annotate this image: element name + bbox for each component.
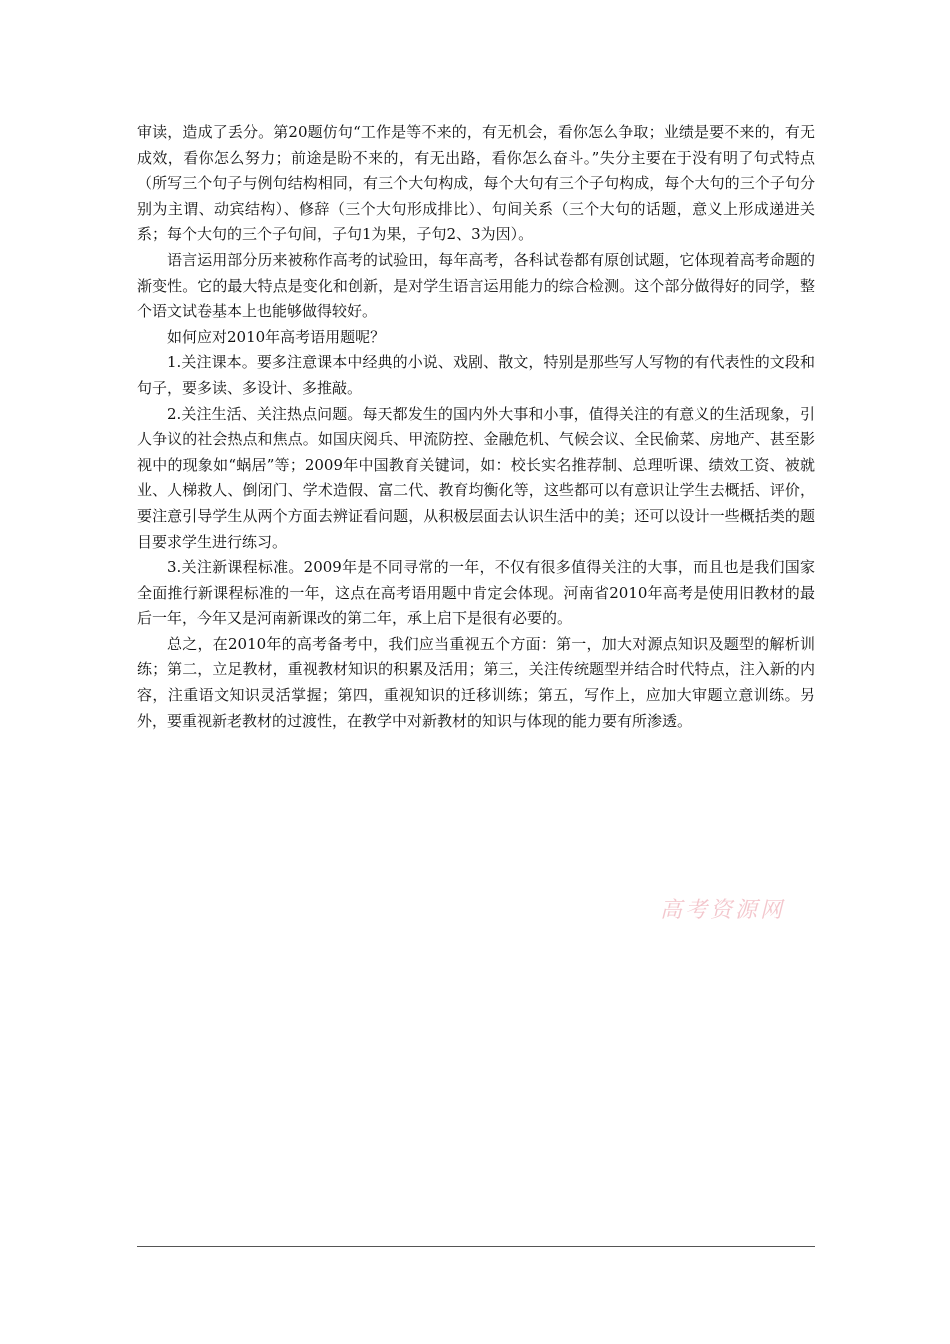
paragraph-5: 2.关注生活、关注热点问题。每天都发生的国内外大事和小事，值得关注的有意义的生活现象，引人争议的社会热点和焦点。如国庆阅兵、甲流防控、金融危机、气候会议、全民偷菜、房地产、甚至影视中的现象如“蜗居”等；2009年中国教育关键词，如：校长实名推荐制、总理听课、绩效工资、被就业、人梯救人、倒闭门、学术造假、富二代、教育均衡化等，这些都可以有意识让学生去概括、评价，要注意引导学生从两个方面去辨证看问题，从积极层面去认识生活中的美；还可以设计一些概括类的题目要求学生进行练习。 xyxy=(137,404,815,551)
paragraph-4: 1.关注课本。要多注意课本中经典的小说、戏剧、散文，特别是那些写人写物的有代表性的文段和句子，要多读、多设计、多推敲。 xyxy=(137,353,815,397)
paragraph-7: 总之，在2010年的高考备考中，我们应当重视五个方面：第一，加大对源点知识及题型的解析训练；第二，立足教材，重视教材知识的积累及活用；第三，关注传统题型并结合时代特点，注入新的内容，注重语文知识灵活掌握；第四，重视知识的迁移训练；第五，写作上，应加大审题立意训练。另外，要重视新老教材的过渡性，在教学中对新教材的知识与体现的能力要有所渗透。 xyxy=(137,634,815,730)
paragraph-6: 3.关注新课程标准。2009年是不同寻常的一年，不仅有很多值得关注的大事，而且也是我们国家全面推行新课程标准的一年，这点在高考语用题中肯定会体现。河南省2010年高考是使用旧教材的最后一年，今年又是河南新课改的第二年，承上启下是很有必要的。 xyxy=(137,558,815,628)
paragraph-1: 审读，造成了丢分。第20题仿句“工作是等不来的，有无机会，看你怎么争取；业绩是要不来的，有无成效，看你怎么努力；前途是盼不来的，有无出路，看你怎么奋斗。”失分主要在于没有明了句式特点（所写三个句子与例句结构相同，有三个大句构成，每个大句有三个子句构成，每个大句的三个子句分别为主谓、动宾结构）、修辞（三个大句形成排比）、句间关系（三个大句的话题，意义上形成递进关系；每个大句的三个子句间，子句1为果，子句2、3为因）。 xyxy=(137,123,815,244)
document-body xyxy=(137,120,815,734)
footer-divider xyxy=(137,1246,815,1247)
paragraph-2: 语言运用部分历来被称作高考的试验田，每年高考，各科试卷都有原创试题，它体现着高考命题的渐变性。它的最大特点是变化和创新，是对学生语言运用能力的综合检测。这个部分做得好的同学，整个语文试卷基本上也能够做得较好。 xyxy=(137,250,815,321)
watermark-logo: 高考资源网 xyxy=(660,898,786,923)
paragraph-3: 如何应对2010年高考语用题呢？ xyxy=(167,327,386,346)
